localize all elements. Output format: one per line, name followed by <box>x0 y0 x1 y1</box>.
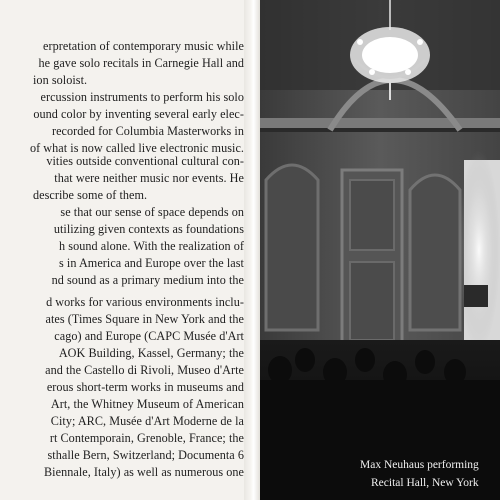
text-line: ates (Times Square in New York and the <box>45 312 244 326</box>
text-line: recorded for Columbia Masterworks in <box>51 124 244 138</box>
wall-panel-left <box>266 165 318 330</box>
text-line: ound color by inventing several early elec- <box>33 107 244 121</box>
text-line: and the Castello di Rivoli, Museo d'Arte <box>45 363 244 377</box>
paragraph-1 <box>0 38 244 89</box>
text-line: ion soloist. <box>33 73 88 87</box>
text-line: se that our sense of space depends on <box>60 205 244 219</box>
text-line: he gave solo recitals in Carnegie Hall and <box>38 56 244 70</box>
text-line: h sound alone. With the realization of <box>59 239 244 253</box>
text-line: that were neither music nor events. He <box>54 171 244 185</box>
stage-equipment <box>464 285 488 307</box>
photo-caption-line-2: Recital Hall, New York <box>371 477 479 489</box>
wall-panel-right <box>410 175 460 330</box>
text-line: s in America and Europe over the last <box>59 256 244 270</box>
text-line: erpretation of contemporary music while <box>43 39 244 53</box>
text-line: Biennale, Italy) as well as numerous one <box>44 465 244 479</box>
text-line: rt Contemporain, Grenoble, France; the <box>49 431 244 445</box>
text-line: City; ARC, Musée d'Art Moderne de la <box>50 414 244 428</box>
photo-caption-line-1: Max Neuhaus performing <box>360 459 479 471</box>
book-gutter <box>244 0 260 500</box>
text-page <box>0 0 244 500</box>
text-line: of what is now called live electronic music. <box>29 141 244 155</box>
text-line: erous short-term works in museums and <box>46 380 244 394</box>
text-line: utilizing given contexts as foundations <box>53 222 244 236</box>
text-line: vities outside conventional cultural con- <box>46 154 244 168</box>
text-line: nd sound as a primary medium into the <box>51 273 244 287</box>
text-line: sthalle Bern, Switzerland; Documenta 6 <box>47 448 244 462</box>
text-line: describe some of them. <box>33 188 148 202</box>
text-line: Art, the Whitney Museum of American <box>50 397 244 411</box>
paragraph-2 <box>0 89 244 157</box>
text-line: ercussion instruments to perform his solo <box>40 90 244 104</box>
text-line: cago) and Europe (CAPC Musée d'Art <box>54 329 244 343</box>
text-line: d works for various environments inclu- <box>46 295 244 309</box>
paragraph-5 <box>0 294 244 481</box>
photo-page <box>260 0 500 500</box>
paragraph-4 <box>0 204 244 289</box>
recital-hall-photo <box>260 0 500 500</box>
text-line: AOK Building, Kassel, Germany; the <box>58 346 244 360</box>
cornice <box>260 118 500 128</box>
paragraph-3 <box>0 153 244 204</box>
